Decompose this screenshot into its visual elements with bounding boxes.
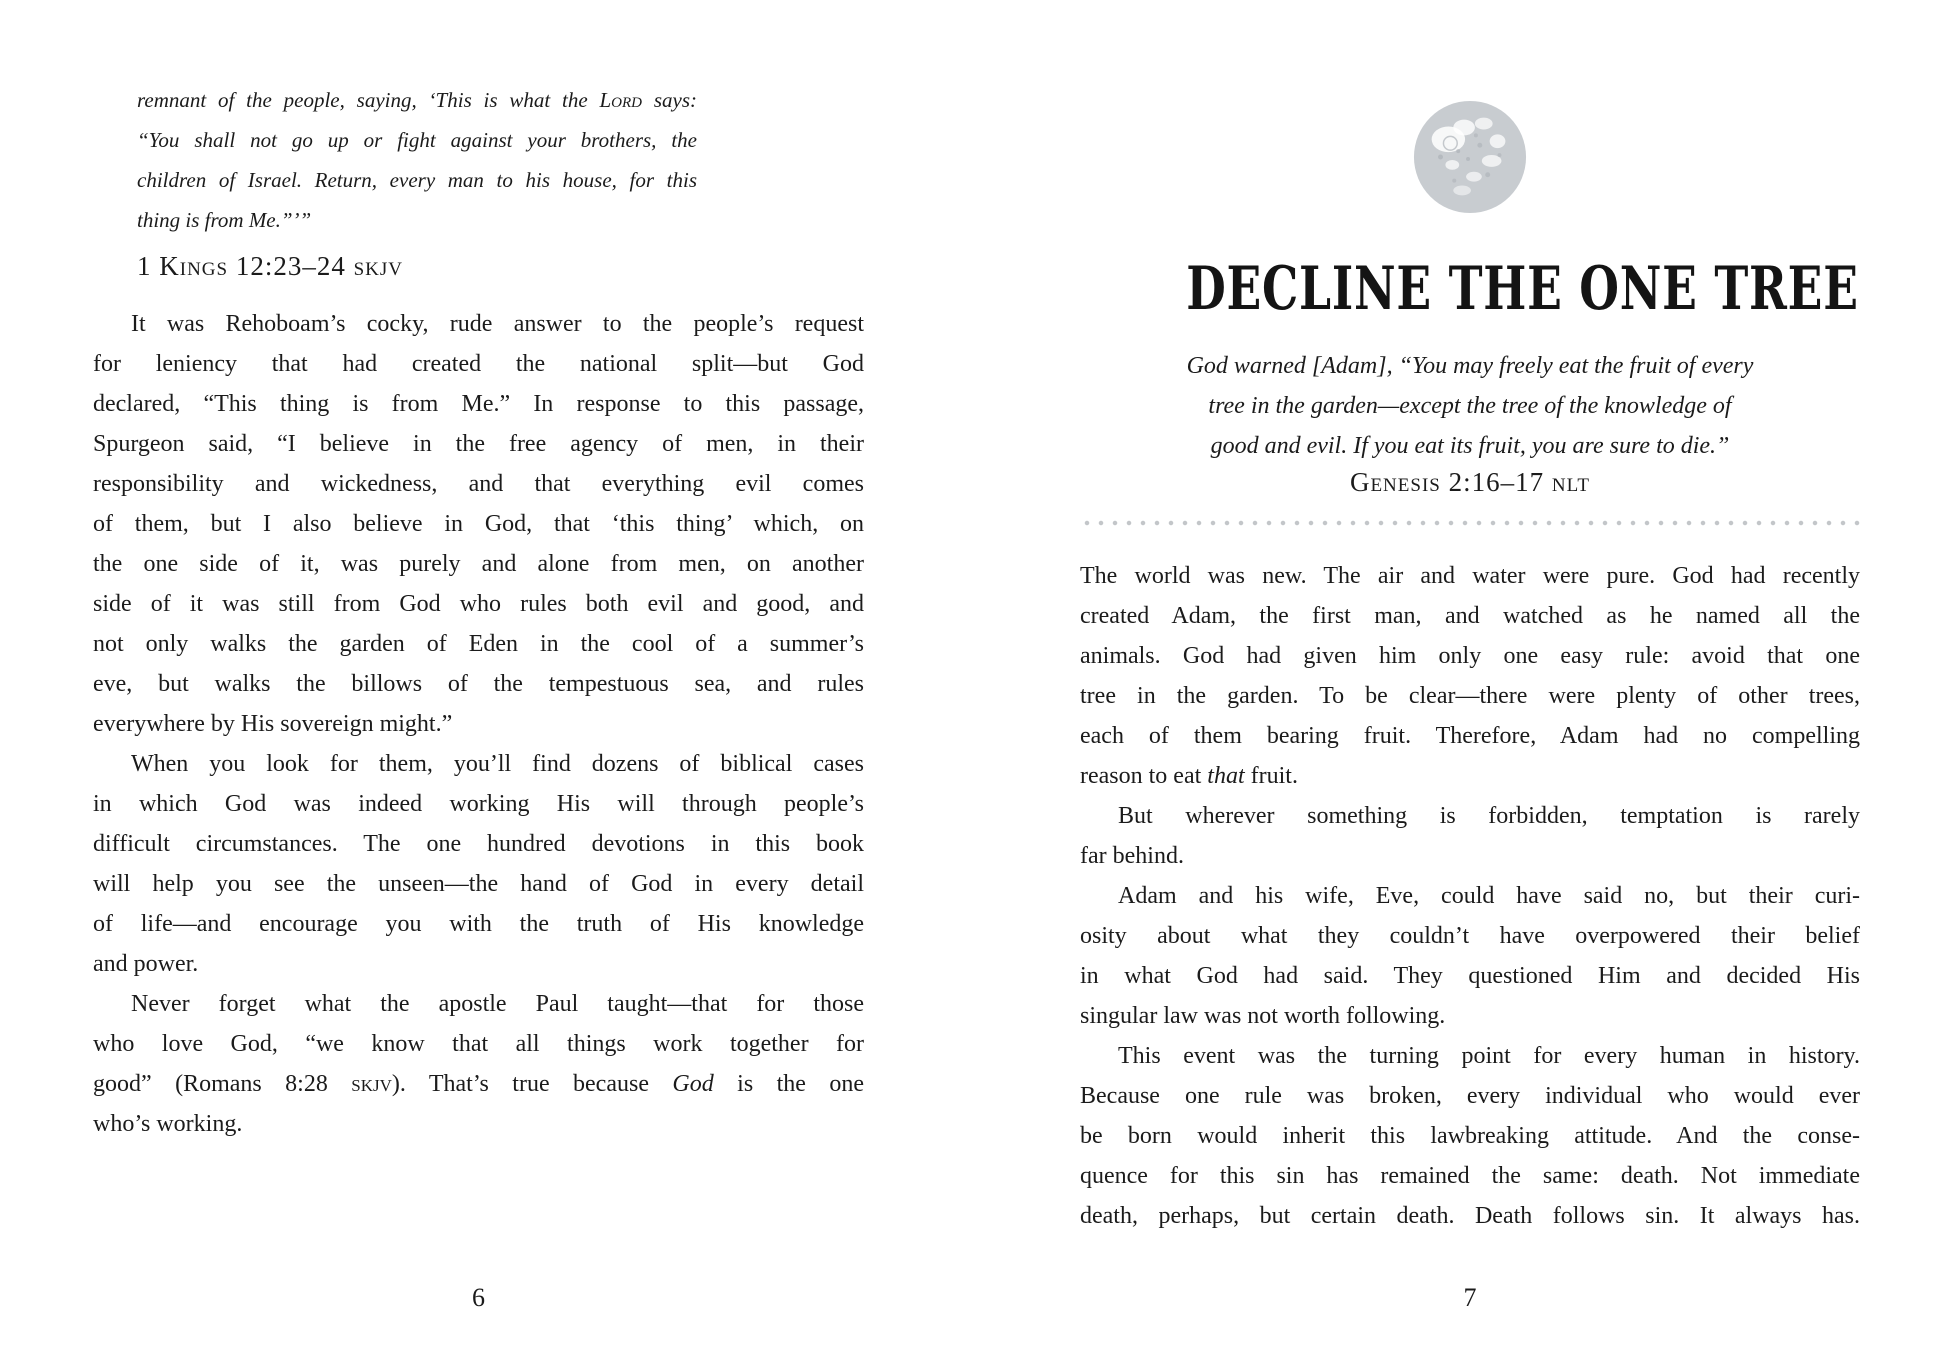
text-line: quence for this sin has remained the same: death. Not immediate bbox=[1080, 1163, 1860, 1189]
text-line: side of it was still from God who rules both evil and good, and bbox=[93, 591, 864, 617]
scripture-reference: Genesis 2:16–17 nlt bbox=[1349, 467, 1591, 497]
text-line: not only walks the garden of Eden in the cool of a summer’s bbox=[93, 631, 864, 657]
text-line: each of them bearing fruit. Therefore, Adam had no compelling bbox=[1080, 723, 1860, 749]
god-italic: God bbox=[672, 1071, 714, 1097]
text-segment: is the one bbox=[713, 1071, 865, 1097]
scripture-text: says: bbox=[642, 88, 697, 112]
scripture-line bbox=[137, 80, 697, 120]
devotional-text bbox=[93, 304, 864, 1144]
text-line: in which God was indeed working His will through people’s bbox=[93, 791, 864, 817]
chapter-title bbox=[1080, 256, 1860, 322]
scripture-line: thing is from Me.”’” bbox=[137, 208, 312, 232]
left-page bbox=[93, 0, 864, 1362]
scripture-line: tree in the garden—except the tree of the knowledge of bbox=[1208, 393, 1732, 419]
text-line: Never forget what the apostle Paul taught—that for those bbox=[131, 991, 864, 1017]
text-line: Spurgeon said, “I believe in the free agency of men, in their bbox=[93, 431, 864, 457]
text-line bbox=[93, 1064, 864, 1104]
dotted-divider bbox=[1080, 520, 1860, 526]
scripture-line: God warned [Adam], “You may freely eat the fruit of every bbox=[1186, 353, 1754, 379]
text-line: Because one rule was broken, every individual who would ever bbox=[1080, 1083, 1860, 1109]
text-segment: fruit. bbox=[1244, 763, 1298, 789]
full-moon-icon bbox=[1411, 98, 1529, 216]
text-segment: ). That’s true because bbox=[391, 1071, 673, 1097]
text-line: When you look for them, you’ll find dozens of biblical cases bbox=[131, 751, 864, 777]
text-line: animals. God had given him only one easy rule: avoid that one bbox=[1080, 643, 1860, 669]
text-line: It was Rehoboam’s cocky, rude answer to the people’s request bbox=[131, 311, 864, 337]
text-line: tree in the garden. To be clear—there were plenty of other trees, bbox=[1080, 683, 1860, 709]
text-line: everywhere by His sovereign might.” bbox=[93, 711, 453, 737]
scripture-quote bbox=[1080, 346, 1860, 466]
that-italic: that bbox=[1207, 763, 1245, 789]
text-line: will help you see the unseen—the hand of God in every detail bbox=[93, 871, 864, 897]
text-line bbox=[1080, 756, 1860, 796]
scripture-reference: 1 Kings 12:23–24 skjv bbox=[137, 251, 403, 281]
text-line: who love God, “we know that all things work together for bbox=[93, 1031, 864, 1057]
text-line: the one side of it, was purely and alone from men, on another bbox=[93, 551, 864, 577]
lord-smallcaps: Lord bbox=[599, 88, 643, 112]
text-line: and power. bbox=[93, 951, 199, 977]
text-line: osity about what they couldn’t have overpowered their belief bbox=[1080, 923, 1860, 949]
skjv-smallcaps: skjv bbox=[351, 1071, 392, 1097]
page-number: 6 bbox=[472, 1283, 485, 1312]
text-segment: reason to eat bbox=[1080, 763, 1208, 789]
devotional-text bbox=[1080, 556, 1860, 1236]
scripture-line: good and evil. If you eat its fruit, you are sure to die.” bbox=[1210, 433, 1730, 459]
text-line: for leniency that had created the national split—but God bbox=[93, 351, 864, 377]
chapter-title-text: DECLINE THE ONE TREE bbox=[1186, 254, 1859, 324]
text-line: death, perhaps, but certain death. Death follows sin. It always has. bbox=[1080, 1203, 1860, 1229]
text-line: singular law was not worth following. bbox=[1080, 1003, 1446, 1029]
text-segment: good” (Romans 8:28 bbox=[93, 1071, 352, 1097]
text-line: responsibility and wickedness, and that everything evil comes bbox=[93, 471, 864, 497]
scripture-quote bbox=[137, 80, 697, 240]
text-line: declared, “This thing is from Me.” In response to this passage, bbox=[93, 391, 864, 417]
text-line: difficult circumstances. The one hundred devotions in this book bbox=[93, 831, 864, 857]
text-line: who’s working. bbox=[93, 1111, 243, 1137]
text-line: This event was the turning point for every human in history. bbox=[1118, 1043, 1860, 1069]
right-page bbox=[1080, 0, 1860, 1362]
text-line: of life—and encourage you with the truth of His knowledge bbox=[93, 911, 864, 937]
text-line: But wherever something is forbidden, temptation is rarely bbox=[1118, 803, 1860, 829]
text-line: be born would inherit this lawbreaking attitude. And the conse- bbox=[1080, 1123, 1860, 1149]
text-line: The world was new. The air and water were pure. God had recently bbox=[1080, 563, 1860, 589]
scripture-line: “You shall not go up or fight against your brothers, the bbox=[137, 128, 697, 152]
text-line: in what God had said. They questioned Him and decided His bbox=[1080, 963, 1860, 989]
text-line: Adam and his wife, Eve, could have said no, but their curi- bbox=[1118, 883, 1860, 909]
text-line: eve, but walks the billows of the tempestuous sea, and rules bbox=[93, 671, 864, 697]
text-line: far behind. bbox=[1080, 843, 1184, 869]
scripture-line: children of Israel. Return, every man to his house, for this bbox=[137, 168, 697, 192]
page-number: 7 bbox=[1463, 1283, 1477, 1312]
text-line: of them, but I also believe in God, that ‘this thing’ which, on bbox=[93, 511, 864, 537]
text-line: created Adam, the first man, and watched as he named all the bbox=[1080, 603, 1860, 629]
scripture-text: remnant of the people, saying, ‘This is what the bbox=[137, 88, 600, 112]
